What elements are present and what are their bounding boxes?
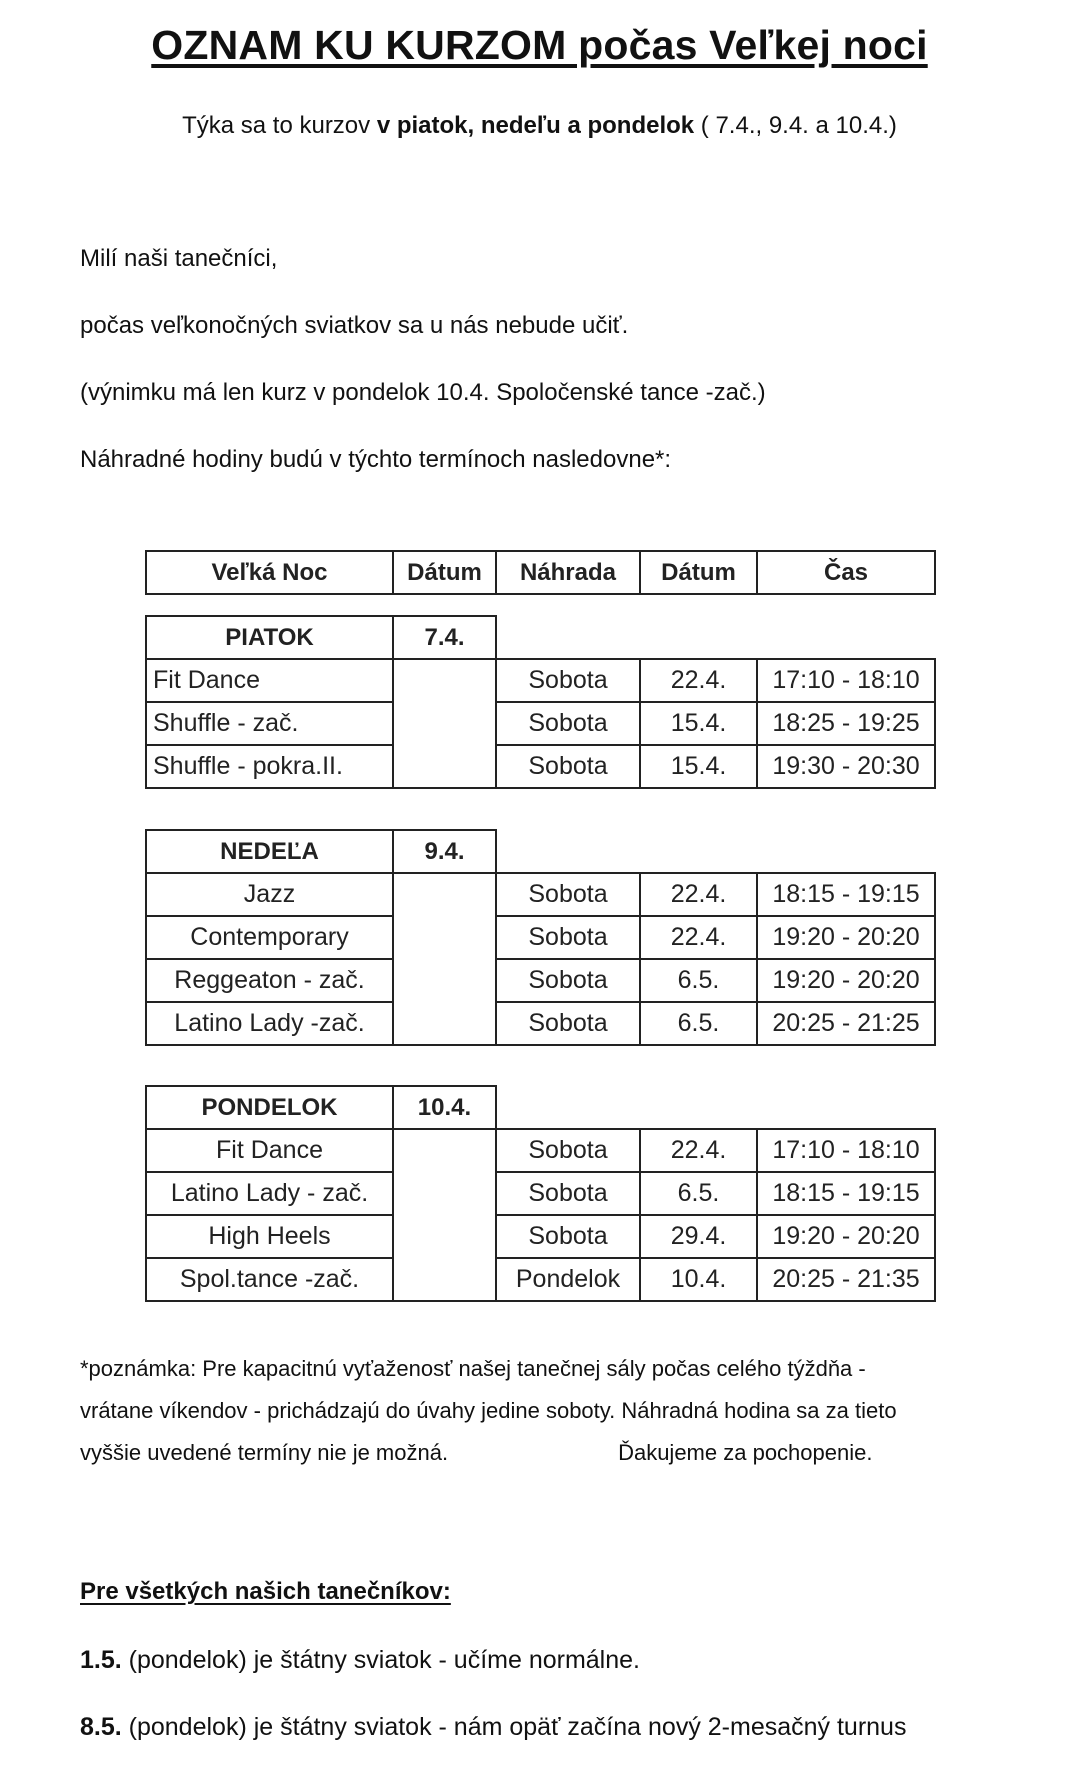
footer-heading: Pre všetkých našich tanečníkov: [80,1578,451,1605]
table-header-cell: Veľká Noc [145,550,394,595]
replacement-date: 6.5. [639,1171,758,1216]
replacement-day: Sobota [495,958,641,1003]
replacement-date: 6.5. [639,1001,758,1046]
body-line-1: počas veľkonočných sviatkov sa u nás nebude učiť. [80,312,629,339]
course-name: Latino Lady -zač. [145,1001,394,1046]
replacement-day: Sobota [495,1171,641,1216]
holiday-text-1: (pondelok) je štátny sviatok - učíme normálne. [121,1646,640,1674]
note-line-3: vyššie uvedené termíny nie je možná. [80,1440,449,1465]
course-name: Fit Dance [145,1128,394,1173]
day-date: 10.4. [392,1085,497,1130]
subtitle-prefix: Týka sa to kurzov [182,112,377,139]
course-name: Fit Dance [145,658,394,703]
replacement-time: 19:30 - 20:30 [756,744,936,789]
course-name: Shuffle - pokra.II. [145,744,394,789]
replacement-day: Sobota [495,701,641,746]
replacement-date: 10.4. [639,1257,758,1302]
replacement-time: 17:10 - 18:10 [756,1128,936,1173]
replacement-day: Sobota [495,658,641,703]
replacement-date: 15.4. [639,744,758,789]
replacement-time: 20:25 - 21:25 [756,1001,936,1046]
day-date: 7.4. [392,615,497,660]
note-line-1: *poznámka: Pre kapacitnú vyťaženosť našej tanečnej sály počas celého týždňa - [80,1356,866,1381]
holiday-text-2: (pondelok) je štátny sviatok - nám opäť začína nový 2-mesačný turnus [121,1713,907,1741]
course-name: Latino Lady - zač. [145,1171,394,1216]
holiday-date-2: 8.5. [80,1713,122,1741]
replacement-day: Sobota [495,915,641,960]
holiday-line-2 [80,1713,906,1742]
replacement-date: 6.5. [639,958,758,1003]
greeting: Milí naši tanečníci, [80,245,278,272]
replacement-time: 18:25 - 19:25 [756,701,936,746]
course-name: Reggeaton - zač. [145,958,394,1003]
replacement-day: Sobota [495,872,641,917]
note [80,1348,1010,1474]
replacement-day: Sobota [495,1128,641,1173]
merged-date-cell [392,1128,497,1302]
holiday-line-1 [80,1646,640,1675]
replacement-time: 19:20 - 20:20 [756,958,936,1003]
replacement-day: Sobota [495,1001,641,1046]
body-line-3: Náhradné hodiny budú v týchto termínoch nasledovne*: [80,446,672,473]
replacement-date: 29.4. [639,1214,758,1259]
day-label: NEDEĽA [145,829,394,874]
body-line-2: (výnimku má len kurz v pondelok 10.4. Spoločenské tance -zač.) [80,379,766,406]
replacement-day: Sobota [495,744,641,789]
replacement-date: 22.4. [639,658,758,703]
subtitle [0,112,1079,140]
replacement-date: 22.4. [639,1128,758,1173]
replacement-day: Sobota [495,1214,641,1259]
replacement-date: 15.4. [639,701,758,746]
replacement-date: 22.4. [639,872,758,917]
note-line-2: vrátane víkendov - prichádzajú do úvahy jedine soboty. Náhradná hodina sa za tieto [80,1398,897,1423]
subtitle-days: v piatok, nedeľu a pondelok [376,112,695,139]
replacement-date: 22.4. [639,915,758,960]
page-title: OZNAM KU KURZOM počas Veľkej noci [151,22,928,68]
replacement-time: 17:10 - 18:10 [756,658,936,703]
replacement-time: 18:15 - 19:15 [756,872,936,917]
replacement-time: 20:25 - 21:35 [756,1257,936,1302]
holiday-date-1: 1.5. [80,1646,122,1674]
course-name: Jazz [145,872,394,917]
replacement-time: 18:15 - 19:15 [756,1171,936,1216]
table-header-cell: Náhrada [495,550,641,595]
day-date: 9.4. [392,829,497,874]
course-name: Contemporary [145,915,394,960]
course-name: Spol.tance -zač. [145,1257,394,1302]
note-thanks: Ďakujeme za pochopenie. [618,1440,873,1465]
day-label: PIATOK [145,615,394,660]
replacement-time: 19:20 - 20:20 [756,915,936,960]
table-header-cell: Dátum [639,550,758,595]
subtitle-dates: ( 7.4., 9.4. a 10.4.) [694,112,897,139]
course-name: High Heels [145,1214,394,1259]
table-header-cell: Čas [756,550,936,595]
day-label: PONDELOK [145,1085,394,1130]
merged-date-cell [392,658,497,789]
merged-date-cell [392,872,497,1046]
course-name: Shuffle - zač. [145,701,394,746]
table-header-cell: Dátum [392,550,497,595]
replacement-day: Pondelok [495,1257,641,1302]
replacement-time: 19:20 - 20:20 [756,1214,936,1259]
